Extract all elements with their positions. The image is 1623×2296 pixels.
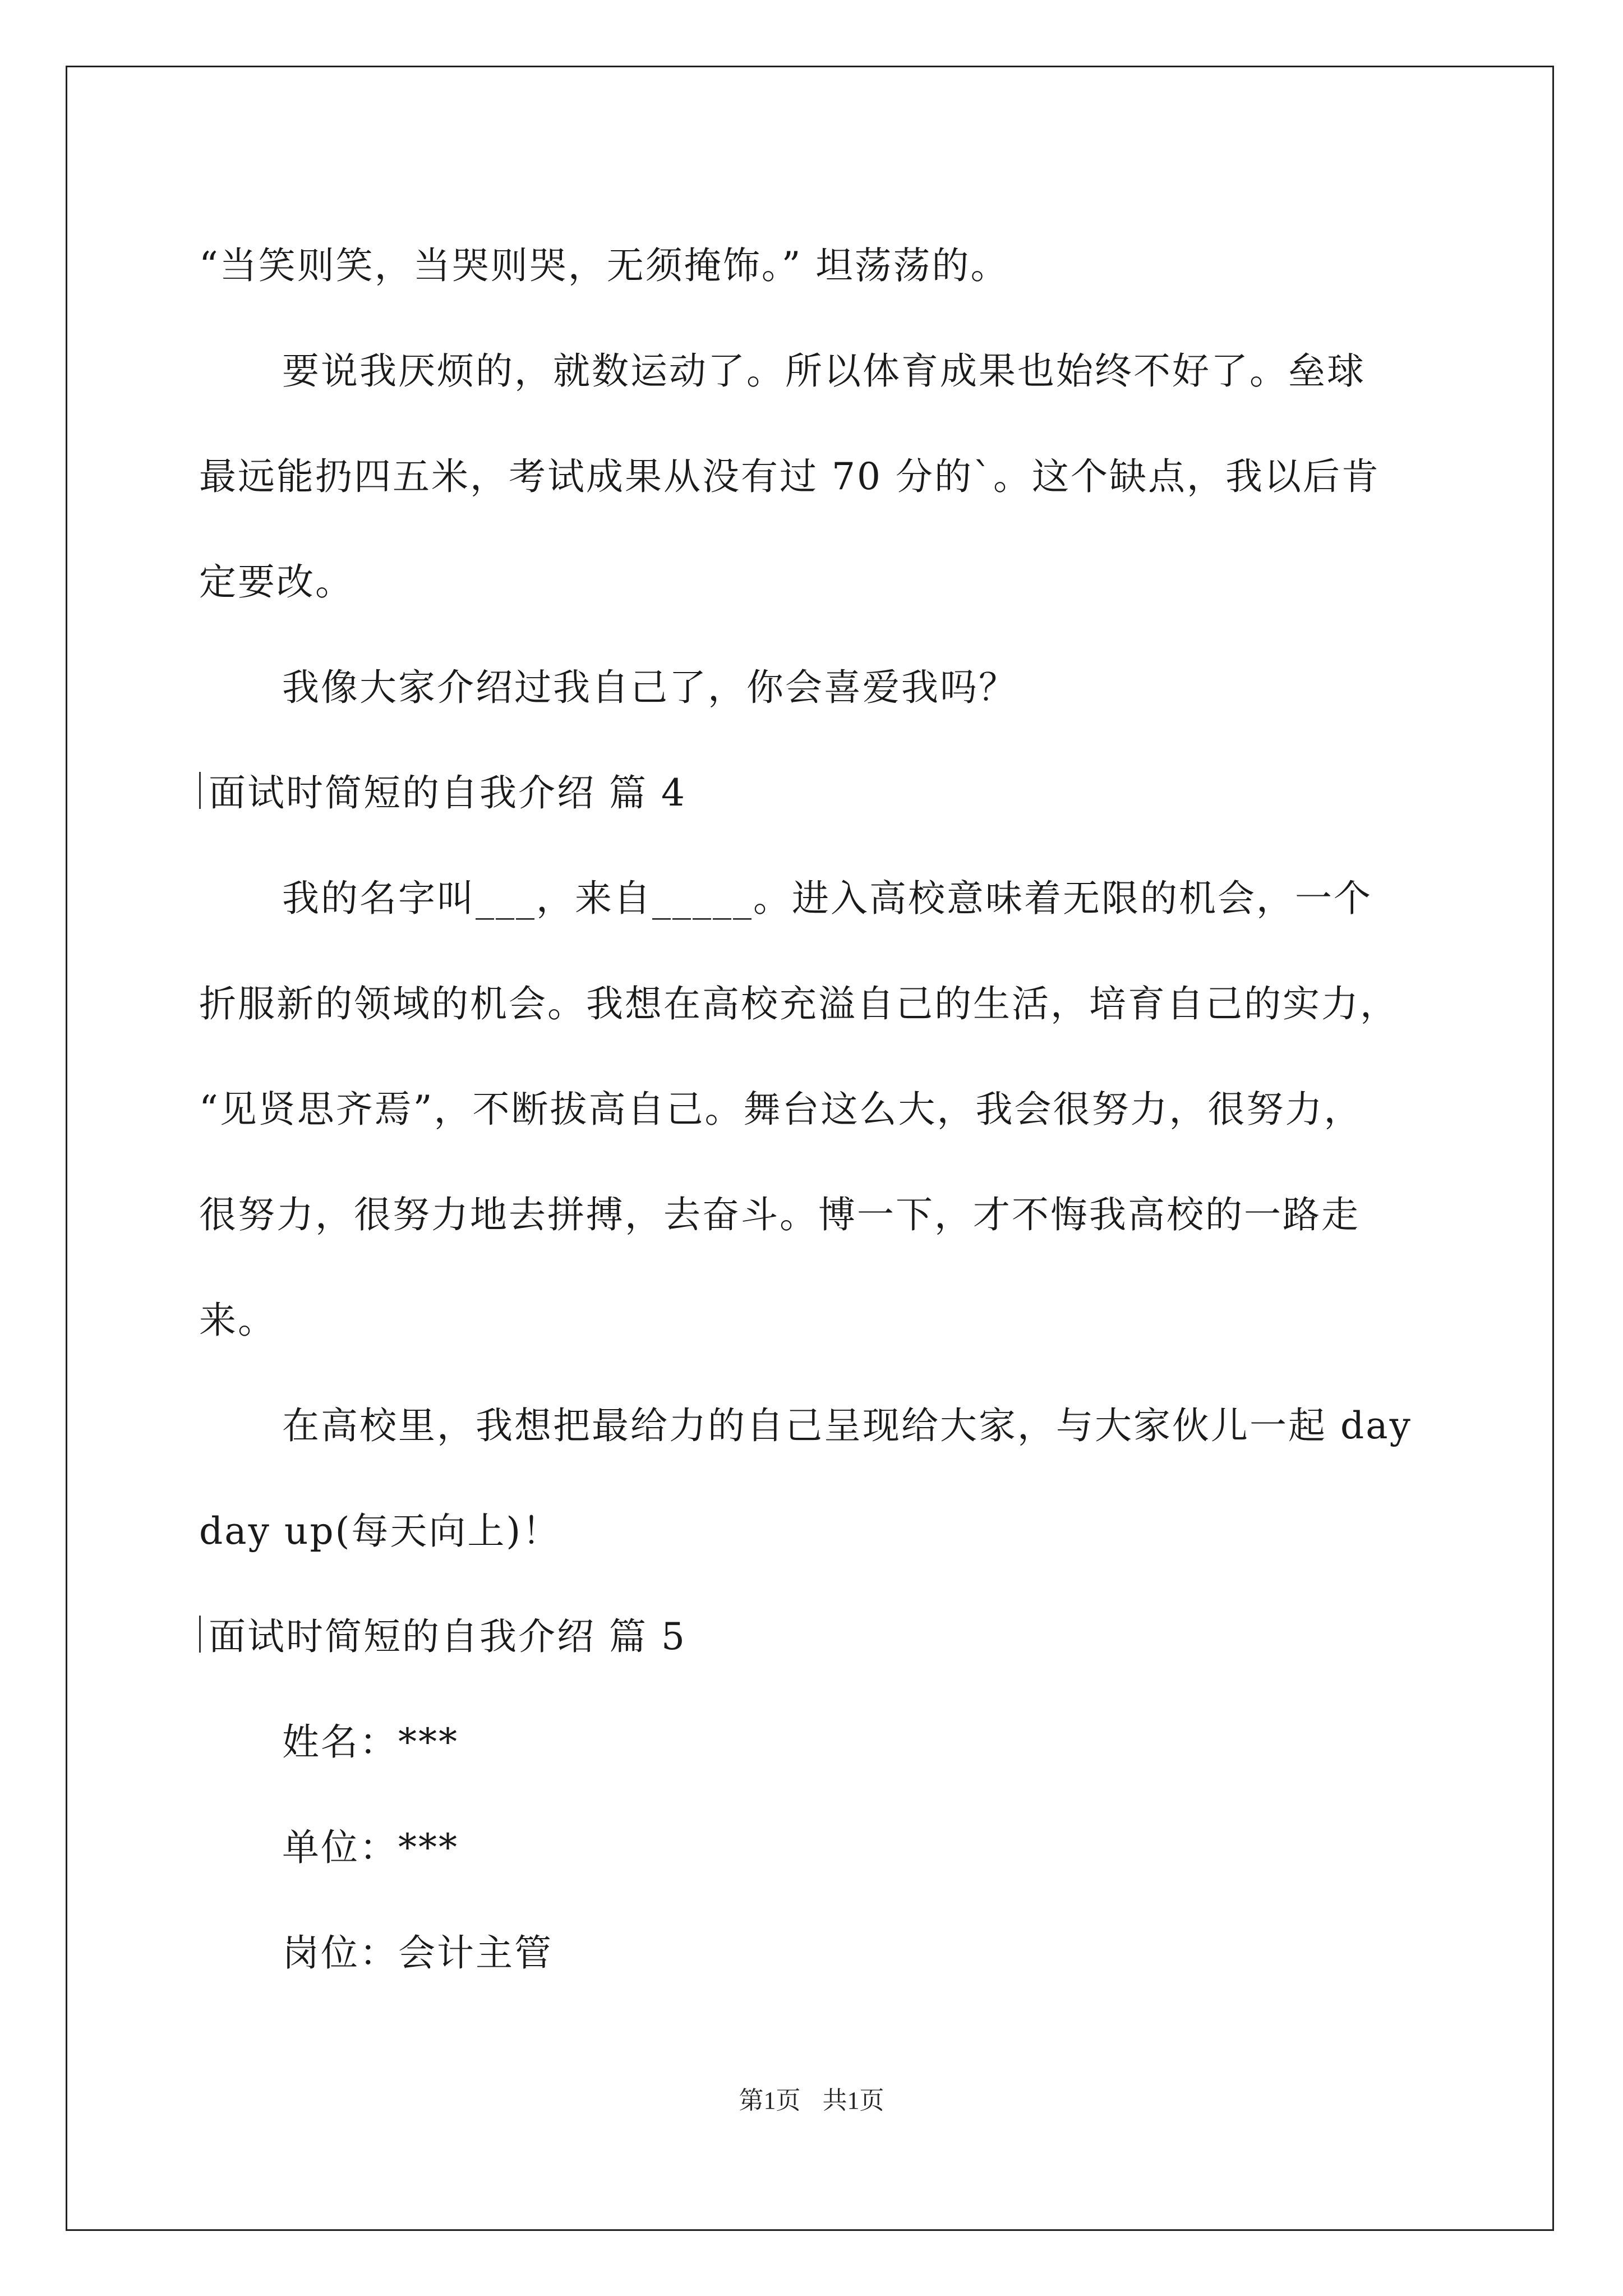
paragraph-line: 我的名字叫___，来自_____。进入高校意味着无限的机会，一个 bbox=[282, 877, 1372, 920]
paragraph-line: 要说我厌烦的，就数运动了。所以体育成果也始终不好了。垒球 bbox=[282, 349, 1366, 393]
paragraph-line: 很努力，很努力地去拼搏，去奋斗。博一下，才不悔我高校的一路走 bbox=[199, 1193, 1360, 1236]
paragraph-line: 定要改。 bbox=[199, 560, 354, 604]
paragraph-line: 来。 bbox=[199, 1299, 276, 1342]
paragraph-line: day up(每天向上)！ bbox=[199, 1510, 561, 1553]
page-footer bbox=[0, 2080, 1623, 2116]
section-heading-text: 面试时简短的自我介绍 篇 5 bbox=[209, 1615, 686, 1658]
paragraph-line: 最远能扔四五米，考试成果从没有过 70 分的`。这个缺点，我以后肯 bbox=[199, 455, 1380, 498]
field-position: 岗位：会计主管 bbox=[282, 1931, 553, 1975]
section-heading bbox=[199, 1584, 1433, 1690]
heading-bar bbox=[199, 772, 201, 809]
section-heading bbox=[199, 740, 1433, 846]
paragraph-line: 我像大家介绍过我自己了，你会喜爱我吗？ bbox=[282, 666, 1017, 709]
field-unit: 单位：*** bbox=[282, 1826, 459, 1869]
heading-bar bbox=[199, 1616, 201, 1653]
page-total: 共1页 bbox=[822, 2087, 884, 2114]
paragraph-line: 在高校里，我想把最给力的自己呈现给大家，与大家伙儿一起 day bbox=[282, 1404, 1412, 1447]
paragraph-line: “当笑则笑，当哭则哭，无须掩饰。” 坦荡荡的。 bbox=[199, 244, 1009, 287]
page-number: 第1页 bbox=[739, 2087, 801, 2114]
document-body bbox=[199, 213, 1433, 2006]
field-name: 姓名：*** bbox=[282, 1720, 459, 1764]
paragraph-line: “见贤思齐焉”，不断拔高自己。舞台这么大，我会很努力，很努力， bbox=[199, 1088, 1363, 1131]
section-heading-text: 面试时简短的自我介绍 篇 4 bbox=[209, 771, 686, 815]
paragraph-line: 折服新的领域的机会。我想在高校充溢自己的生活，培育自己的实力， bbox=[199, 982, 1399, 1025]
